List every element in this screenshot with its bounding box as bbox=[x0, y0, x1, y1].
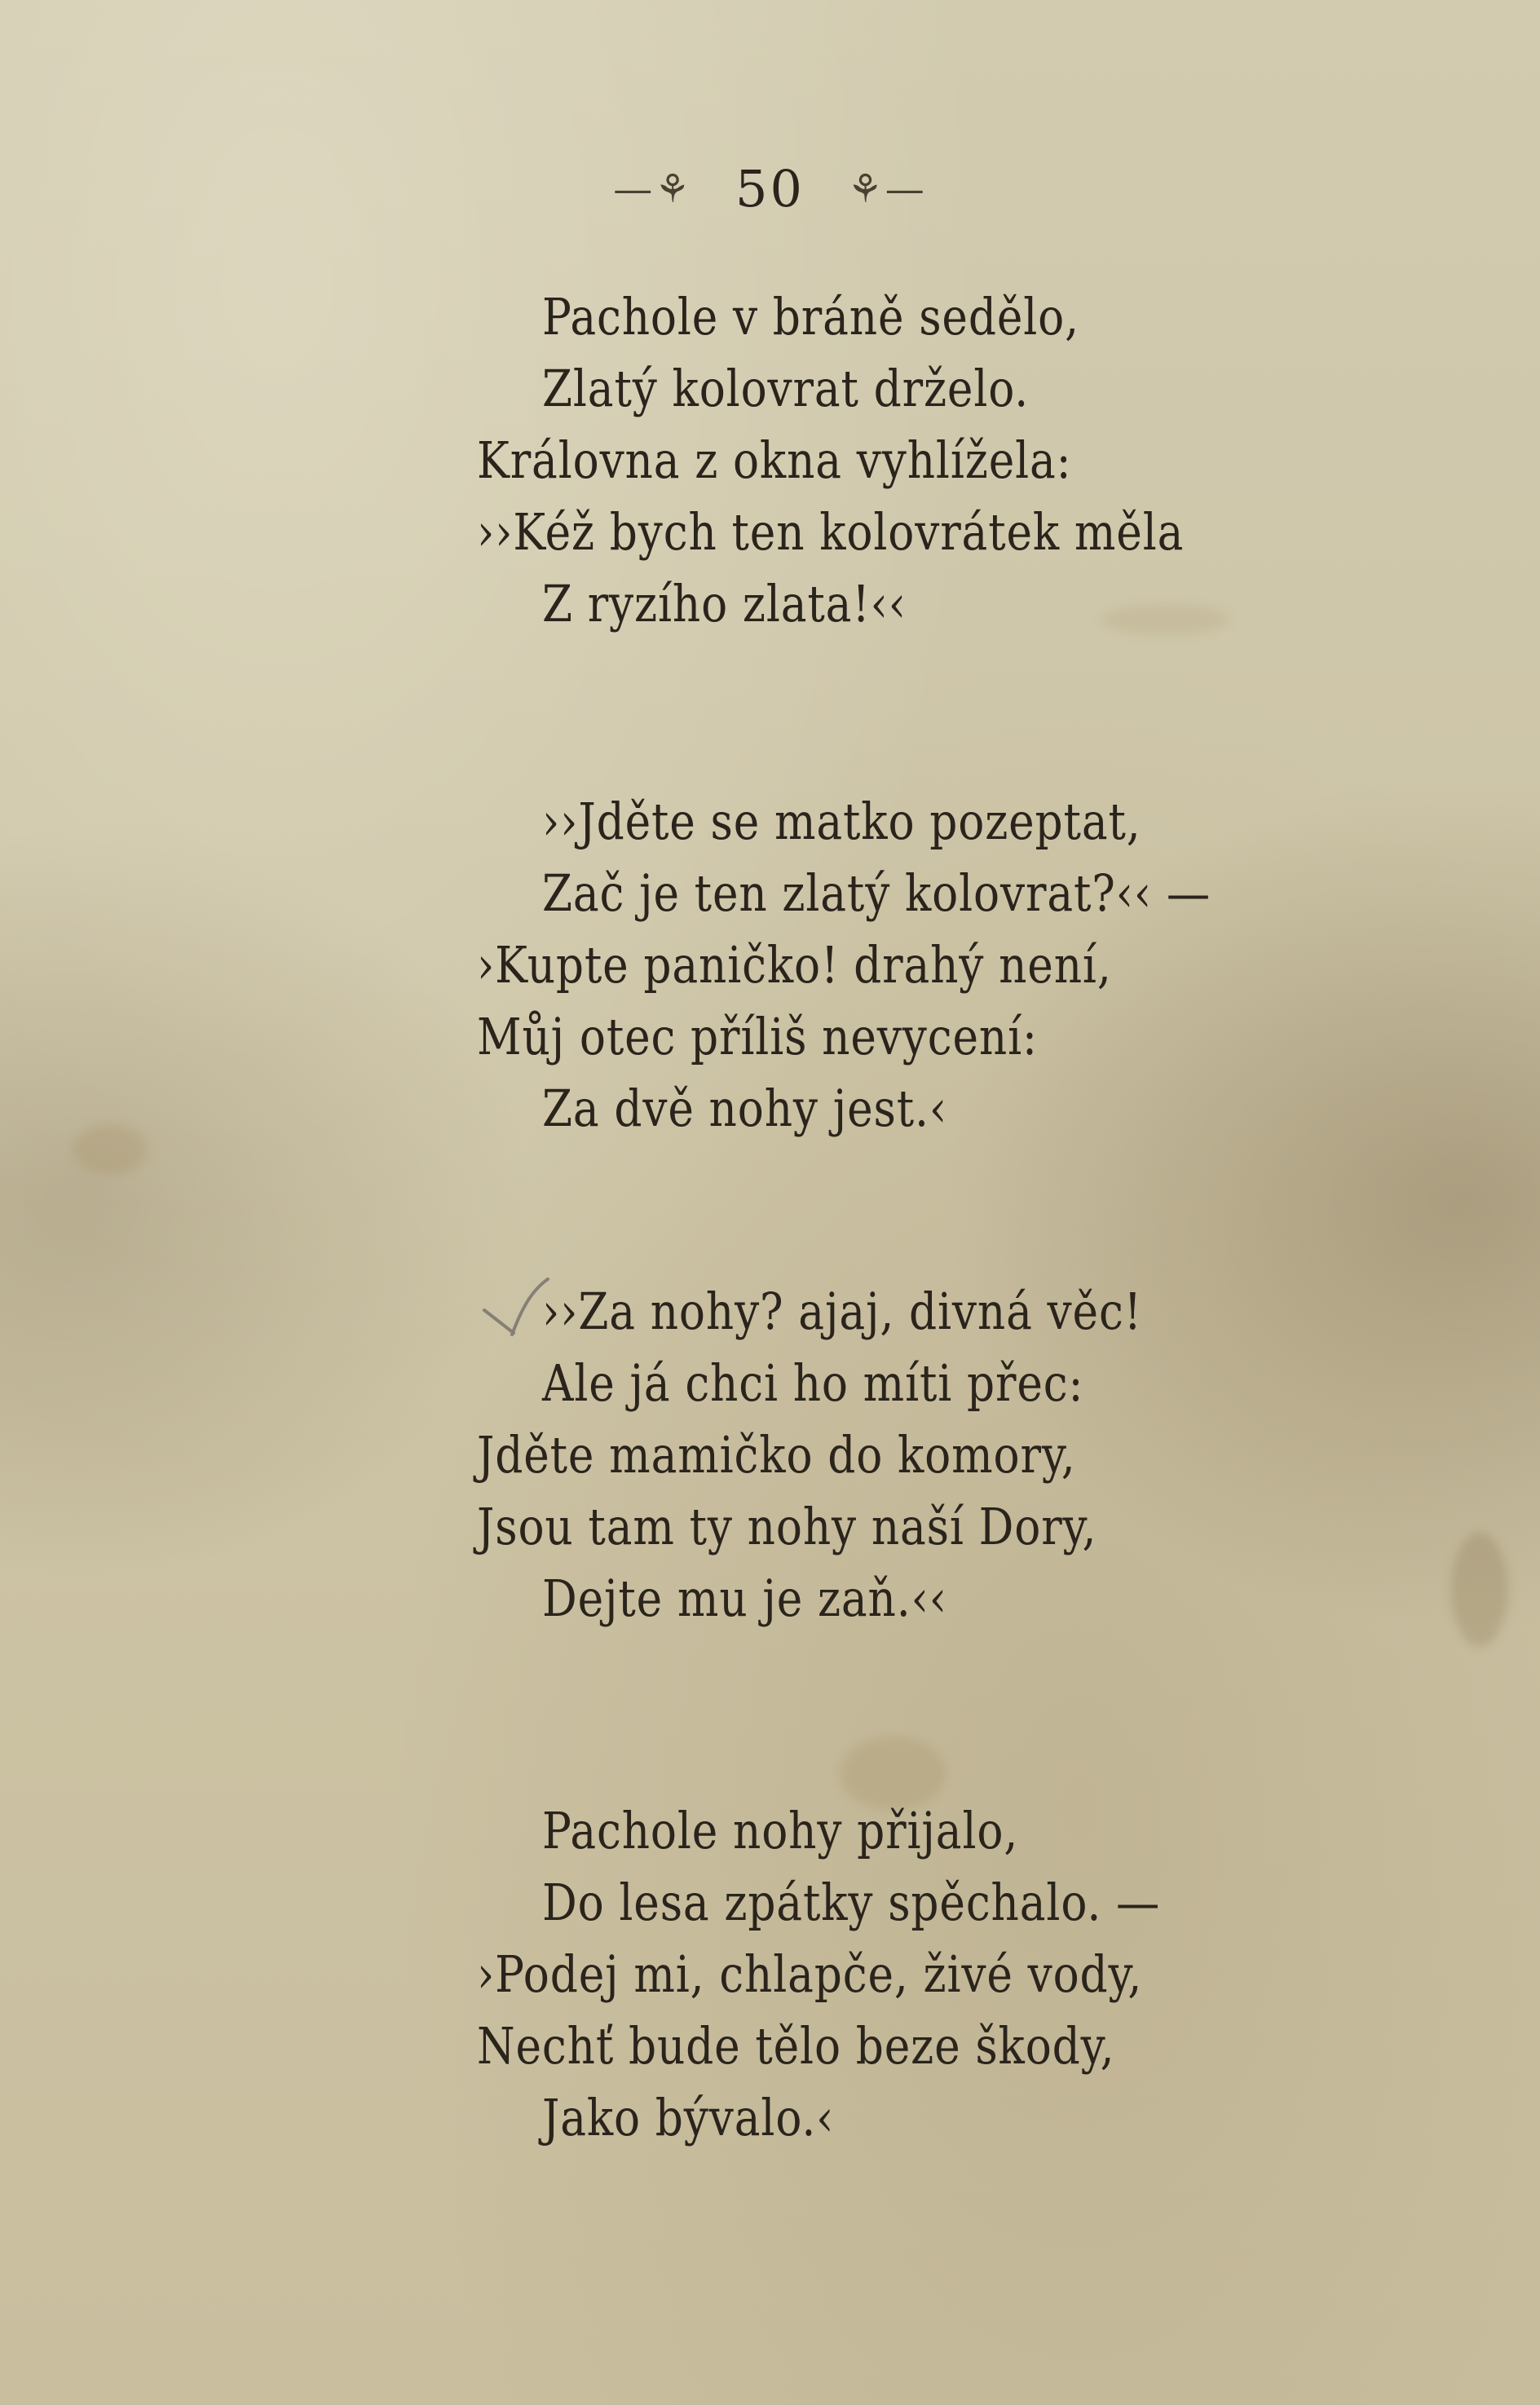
verse-line: Ale já chci ho míti přec: bbox=[541, 1353, 1084, 1413]
verse-line: Můj otec příliš nevycení: bbox=[477, 1007, 1038, 1066]
verse-line: ››Kéž bych ten kolovrátek měla bbox=[477, 502, 1185, 562]
verse-line: ›Kupte paničko! drahý není, bbox=[477, 935, 1112, 995]
verse-line: Pachole nohy přijalo, bbox=[541, 1801, 1019, 1860]
stanza-2 bbox=[477, 786, 1455, 1145]
stanza-4 bbox=[477, 1795, 1455, 2154]
verse-line: Dejte mu je zaň.‹‹ bbox=[541, 1569, 947, 1628]
page-number: 50 bbox=[735, 159, 805, 219]
stanza-3 bbox=[477, 1276, 1455, 1635]
verse-line: ›Podej mi, chlapče, živé vody, bbox=[477, 1944, 1143, 2004]
verse-line: Za dvě nohy jest.‹ bbox=[541, 1079, 948, 1138]
ornament-right-icon: ⚘— bbox=[847, 165, 927, 212]
verse-line: Zlatý kolovrat drželo. bbox=[541, 359, 1030, 418]
verse-line: Z ryzího zlata!‹‹ bbox=[541, 574, 907, 633]
verse-line: ››Za nohy? ajaj, divná věc! bbox=[541, 1282, 1142, 1341]
verse-line: Královna z okna vyhlížela: bbox=[477, 430, 1072, 490]
verse-line: Jsou tam ty nohy naší Dory, bbox=[477, 1497, 1097, 1556]
verse-line: ››Jděte se matko pozeptat, bbox=[541, 792, 1141, 851]
verse-line: Jděte mamičko do komory, bbox=[477, 1425, 1076, 1485]
ornament-left-icon: —⚘ bbox=[613, 165, 693, 212]
stanza-1 bbox=[477, 281, 1455, 640]
verse-line: Do lesa zpátky spěchalo. — bbox=[541, 1873, 1161, 1932]
verse-line: Jako bývalo.‹ bbox=[541, 2088, 835, 2147]
verse-line: Pachole v bráně sedělo, bbox=[541, 287, 1079, 346]
verse-line: Zač je ten zlatý kolovrat?‹‹ — bbox=[541, 863, 1211, 923]
verse-line: Nechť bude tělo beze škody, bbox=[477, 2016, 1115, 2076]
